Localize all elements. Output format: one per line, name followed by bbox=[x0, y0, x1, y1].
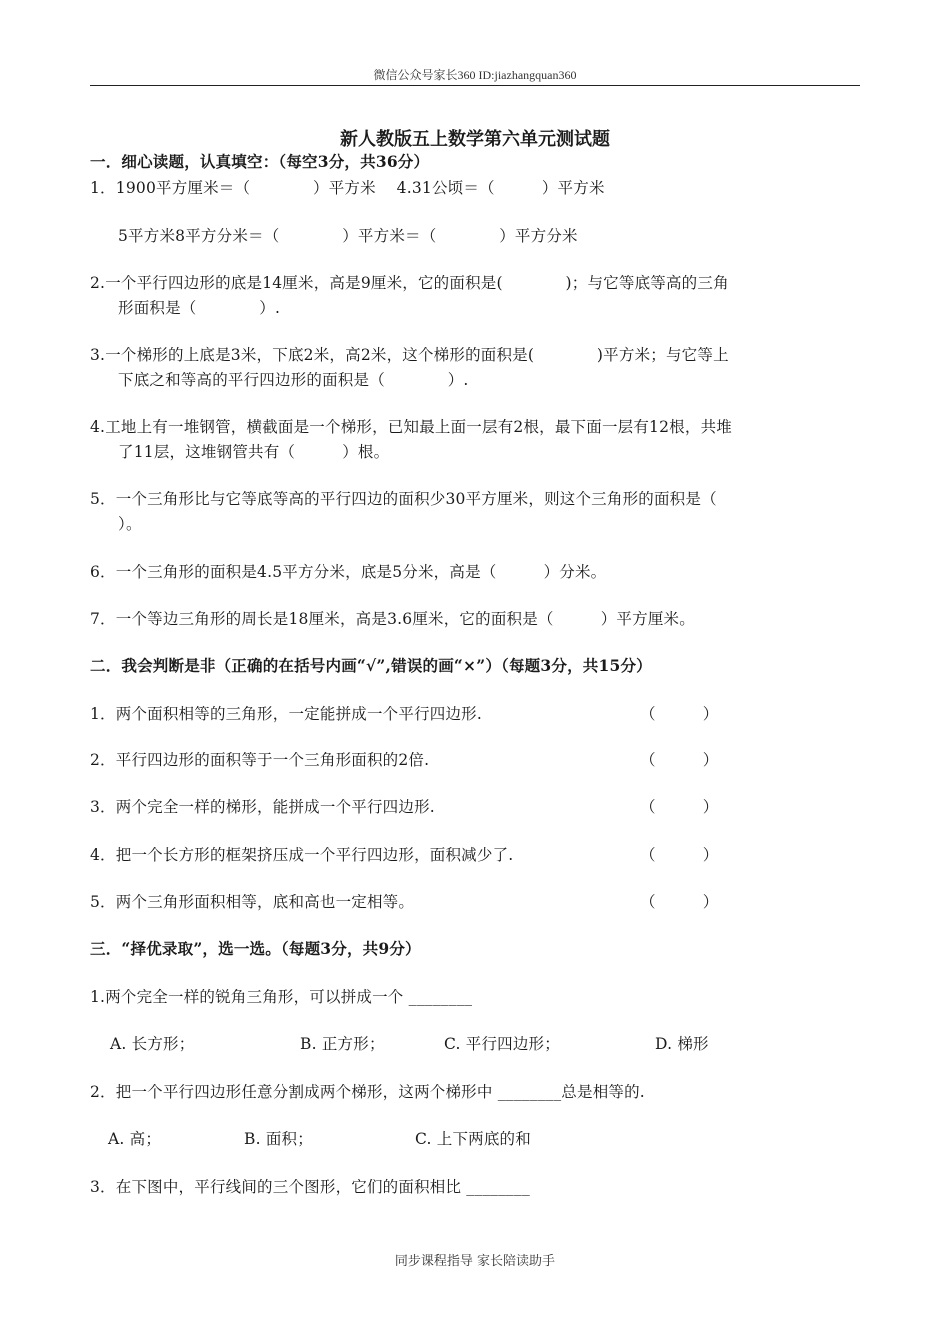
option-a: A. 长方形； bbox=[110, 1035, 195, 1053]
question-line: 3.一个梯形的上底是3米，下底2米，高2米，这个梯形的面积是( )平方米；与它等上 bbox=[90, 346, 729, 364]
choice-question-3: 3．在下图中，平行线间的三个图形，它们的面积相比 ________ bbox=[90, 1178, 530, 1196]
question-line: ）。 bbox=[118, 515, 142, 533]
option-c: C. 平行四边形； bbox=[444, 1035, 560, 1053]
judgement-item-text: 2．平行四边形的面积等于一个三角形面积的2倍. bbox=[90, 751, 430, 769]
answer-bracket: （ ） bbox=[640, 705, 719, 723]
question-line: 6．一个三角形的面积是4.5平方分米，底是5分米，高是（ ）分米。 bbox=[90, 563, 607, 581]
answer-bracket: （ ） bbox=[640, 893, 719, 911]
answer-bracket: （ ） bbox=[640, 798, 719, 816]
question-line: 5．一个三角形比与它等底等高的平行四边的面积少30平方厘米，则这个三角形的面积是（ bbox=[90, 490, 717, 508]
section-3-heading: 三．“择优录取”，选一选。（每题3分，共9分） bbox=[90, 939, 421, 958]
option-a: A. 高； bbox=[108, 1130, 162, 1148]
option-b: B. 正方形； bbox=[300, 1035, 385, 1053]
question-line: 下底之和等高的平行四边形的面积是（ ）. bbox=[118, 371, 469, 389]
answer-bracket: （ ） bbox=[640, 846, 719, 864]
judgement-item-text: 1．两个面积相等的三角形，一定能拼成一个平行四边形. bbox=[90, 705, 482, 723]
choice-question-1: 1.两个完全一样的锐角三角形，可以拼成一个 ________ bbox=[90, 988, 473, 1006]
section-1-heading: 一．细心读题，认真填空：（每空3分，共36分） bbox=[90, 152, 430, 171]
question-line: 7．一个等边三角形的周长是18厘米，高是3.6厘米，它的面积是（ ）平方厘米。 bbox=[90, 610, 695, 628]
question-line: 形面积是（ ）. bbox=[118, 299, 281, 317]
question-line: 1．1900平方厘米＝（ ）平方米 4.31公顷＝（ ）平方米 bbox=[90, 179, 605, 197]
question-line: 5平方米8平方分米＝（ ）平方米＝（ ）平方分米 bbox=[118, 227, 578, 245]
option-d: D. 梯形 bbox=[655, 1035, 709, 1053]
judgement-item-text: 5．两个三角形面积相等，底和高也一定相等。 bbox=[90, 893, 415, 911]
page-header: 微信公众号家长360 ID:jiazhangquan360 bbox=[373, 68, 577, 82]
header-divider bbox=[90, 85, 860, 86]
judgement-item-text: 4．把一个长方形的框架挤压成一个平行四边形，面积减少了. bbox=[90, 846, 514, 864]
judgement-item-text: 3．两个完全一样的梯形，能拼成一个平行四边形. bbox=[90, 798, 435, 816]
option-c: C. 上下两底的和 bbox=[415, 1130, 531, 1148]
question-line: 2.一个平行四边形的底是14厘米，高是9厘米，它的面积是( )；与它等底等高的三角 bbox=[90, 274, 729, 292]
section-2-heading: 二．我会判断是非（正确的在括号内画“√”,错误的画“×”）（每题3分，共15分） bbox=[90, 656, 652, 675]
option-b: B. 面积； bbox=[244, 1130, 313, 1148]
question-line: 了11层，这堆钢管共有（ ）根。 bbox=[118, 443, 390, 461]
page-title: 新人教版五上数学第六单元测试题 bbox=[340, 129, 610, 150]
question-line: 4.工地上有一堆钢管，横截面是一个梯形，已知最上面一层有2根，最下面一层有12根，共堆 bbox=[90, 418, 732, 436]
page-footer: 同步课程指导 家长陪读助手 bbox=[394, 1254, 556, 1269]
answer-bracket: （ ） bbox=[640, 751, 719, 769]
choice-question-2: 2．把一个平行四边形任意分割成两个梯形，这两个梯形中 ________总是相等的. bbox=[90, 1083, 645, 1101]
